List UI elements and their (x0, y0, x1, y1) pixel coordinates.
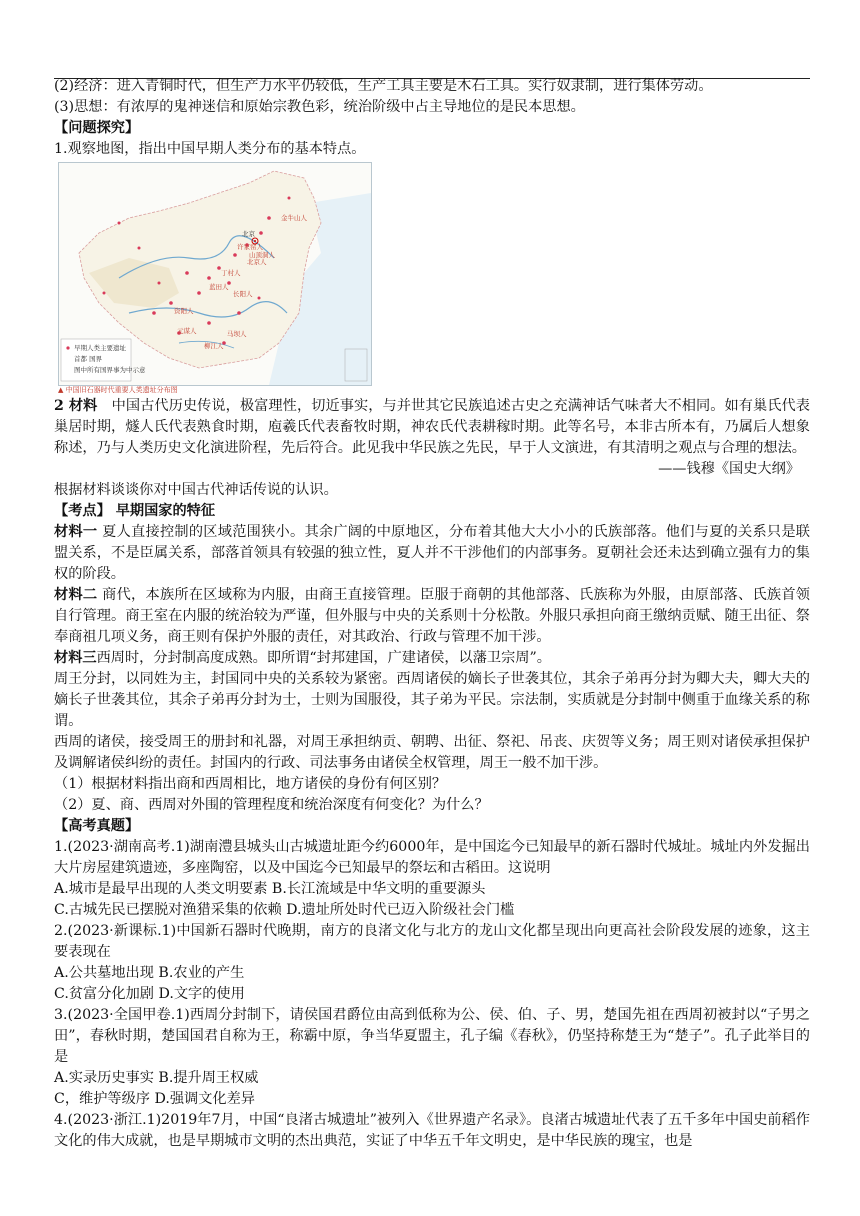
q2-source: ——钱穆《国史大纲》 (658, 461, 800, 477)
kaodian-heading: 【考点】 早期国家的特征 (54, 503, 216, 519)
ancient-sites-map (58, 162, 372, 386)
site-label: 马坝人 (227, 330, 247, 338)
site-label: 资阳人 (174, 307, 194, 315)
explore-q1: 1.观察地图，指出中国早期人类分布的基本特点。 (54, 141, 366, 157)
gaokao-q1-cd: C.古城先民已摆脱对渔猎采集的依赖 D.遗址所处时代已迈入阶级社会门槛 (54, 902, 515, 918)
gaokao-q1: 1.(2023·湖南高考.1)湖南澧县城头山古城遗址距今约6000年，是中国迄今已知最早的新石器时代城址。城址内外发掘出大片房屋建筑遗迹，多座陶窑，以及中国迄今已知最早的祭坛和古稻田。这说明 (54, 839, 810, 876)
gaokao-heading: 【高考真题】 (54, 818, 140, 834)
site-label: 许家窑人 (237, 243, 263, 251)
gaokao-q3: 3.(2023·全国甲卷.1)西周分封制下，请侯国君爵位由高到低称为公、侯、伯、子、男，楚国先祖在西周初被封以“子男之田”，春秋时期，楚国国君自称为王，称霸中原，争当华夏盟主，孔子编《春秋》，仍坚持称楚王为“楚子”。孔子此举目的是 (54, 1007, 810, 1065)
site-label: 北京人 (247, 258, 267, 266)
m3-label: 材料三 (54, 650, 97, 666)
gaokao-q3-cd: C，维护等级序 D.强调文化差异 (54, 1091, 255, 1107)
gaokao-q1-ab: A.城市是最早出现的人类文明要素 B.长江流域是中华文明的重要源头 (54, 881, 486, 897)
site-label: 元谋人 (177, 327, 197, 335)
question-a: （1）根据材料指出商和西周相比，地方诸侯的身份有何区别？ (54, 776, 447, 792)
m2-label: 材料二 (54, 587, 98, 603)
q2-text: 中国古代历史传说，极富理性，切近事实，与并世其它民族追述古史之充满神话气味者大不相同。如有巢氏代表巢居时期，燧人氏代表熟食时期，庖羲氏代表畜牧时期，神农氏代表耕稼时期。此等名号，本非古所本有，乃属后人想象称述，乃与人类历史文化演进阶程，先后符合。此见我中华民族之先民，早于人文演进，有其清明之观点与合理的想法。 (54, 398, 810, 456)
material-3-p3: 西周的诸侯，接受周王的册封和礼器，对周王承担纳贡、朝聘、出征、祭祀、吊丧、庆贺等义务；周王则对诸侯承担保护及调解诸侯纠纷的责任。封国内的行政、司法事务由诸侯全权管理，周王一般不加干涉。 (54, 734, 810, 771)
q2-label: 2 材料 (54, 398, 98, 414)
intro-thought: (3)思想：有浓厚的鬼神迷信和原始宗教色彩，统治阶级中占主导地位的是民本思想。 (54, 99, 585, 115)
site-label: 蓝田人 (209, 283, 229, 291)
site-label: 丁村人 (221, 269, 241, 277)
explore-q2 (54, 396, 810, 459)
m2-text: 商代，本族所在区域称为内服，由商王直接管理。臣服于商朝的其他部落、氏族称为外服，由原部落、氏族首领自行管理。商王室在内服的统治较为严谨，但外服与中央的关系则十分松散。外服只承担向商王缴纳贡赋、随王出征、祭奉商祖几项义务，商王则有保护外服的责任，对其政治、行政与管理不加干涉。 (54, 587, 810, 645)
intro-economy: (2)经济：进入青铜时代，但生产力水平仍较低，生产工具主要是木石工具。实行奴隶制，进行集体劳动。 (54, 78, 713, 94)
question-b: （2）夏、商、西周对外围的管理程度和统治深度有何变化？为什么？ (54, 797, 489, 813)
legend-item: 首都 国界 (74, 355, 103, 363)
site-label: 山顶洞人 (249, 251, 275, 259)
legend-item: 图中所有国界事为中示意 (74, 366, 146, 374)
m1-label: 材料一 (54, 524, 98, 540)
gaokao-q2-cd: C.贫富分化加剧 D.文字的使用 (54, 986, 245, 1002)
site-label: 金牛山人 (281, 214, 307, 222)
site-label: 柳江人 (204, 342, 224, 350)
document-page (54, 76, 810, 1152)
explore-heading: 【问题探究】 (54, 120, 140, 136)
china-map-graphic (59, 163, 371, 385)
m3-text: 西周时，分封制高度成熟。即所谓“封邦建国，广建诸侯，以藩卫宗周”。 (96, 650, 551, 666)
map-caption: ▲ 中国旧石器时代重要人类遗址分布图 (58, 386, 178, 394)
gaokao-q2: 2.(2023·新课标.1)中国新石器时代晚期，南方的良渚文化与北方的龙山文化都呈现出向更高社会阶段发展的迹象，这主要表现在 (54, 923, 810, 960)
q2-prompt: 根据材料谈谈你对中国古代神话传说的认识。 (54, 482, 338, 498)
material-3 (54, 648, 810, 669)
gaokao-q2-ab: A.公共墓地出现 B.农业的产生 (54, 965, 245, 981)
material-1 (54, 522, 810, 585)
material-2 (54, 585, 810, 648)
city-label: 北京 (242, 230, 255, 238)
gaokao-q4: 4.(2023·浙江.1)2019年7月，中国“良渚古城遗址”被列入《世界遗产名录》。良渚古城遗址代表了五千多年中国史前稻作文化的伟大成就，也是早期城市文明的杰出典范，实证了中华五千年文明史，是中华民族的瑰宝，也是 (54, 1112, 810, 1149)
legend-item: 早期人类主要遗址 (74, 344, 126, 352)
m1-text: 夏人直接控制的区域范围狭小。其余广阔的中原地区，分布着其他大大小小的氏族部落。他们与夏的关系只是联盟关系，不是臣属关系，部落首领具有较强的独立性，夏人并不干涉他们的内部事务。夏朝社会还未达到确立强有力的集权的阶段。 (54, 524, 810, 582)
gaokao-q3-ab: A.实录历史事实 B.提升周王权威 (54, 1070, 259, 1086)
site-label: 长阳人 (233, 290, 253, 298)
material-3-p2: 周王分封，以同姓为主，封国同中央的关系较为紧密。西周诸侯的嫡长子世袭其位，其余子弟再分封为卿大夫，卿大夫的嫡长子世袭其位，其余子弟再分封为士，士则为国服役，其子弟为平民。宗法制，实质就是分封制中侧重于血缘关系的称谓。 (54, 671, 810, 729)
